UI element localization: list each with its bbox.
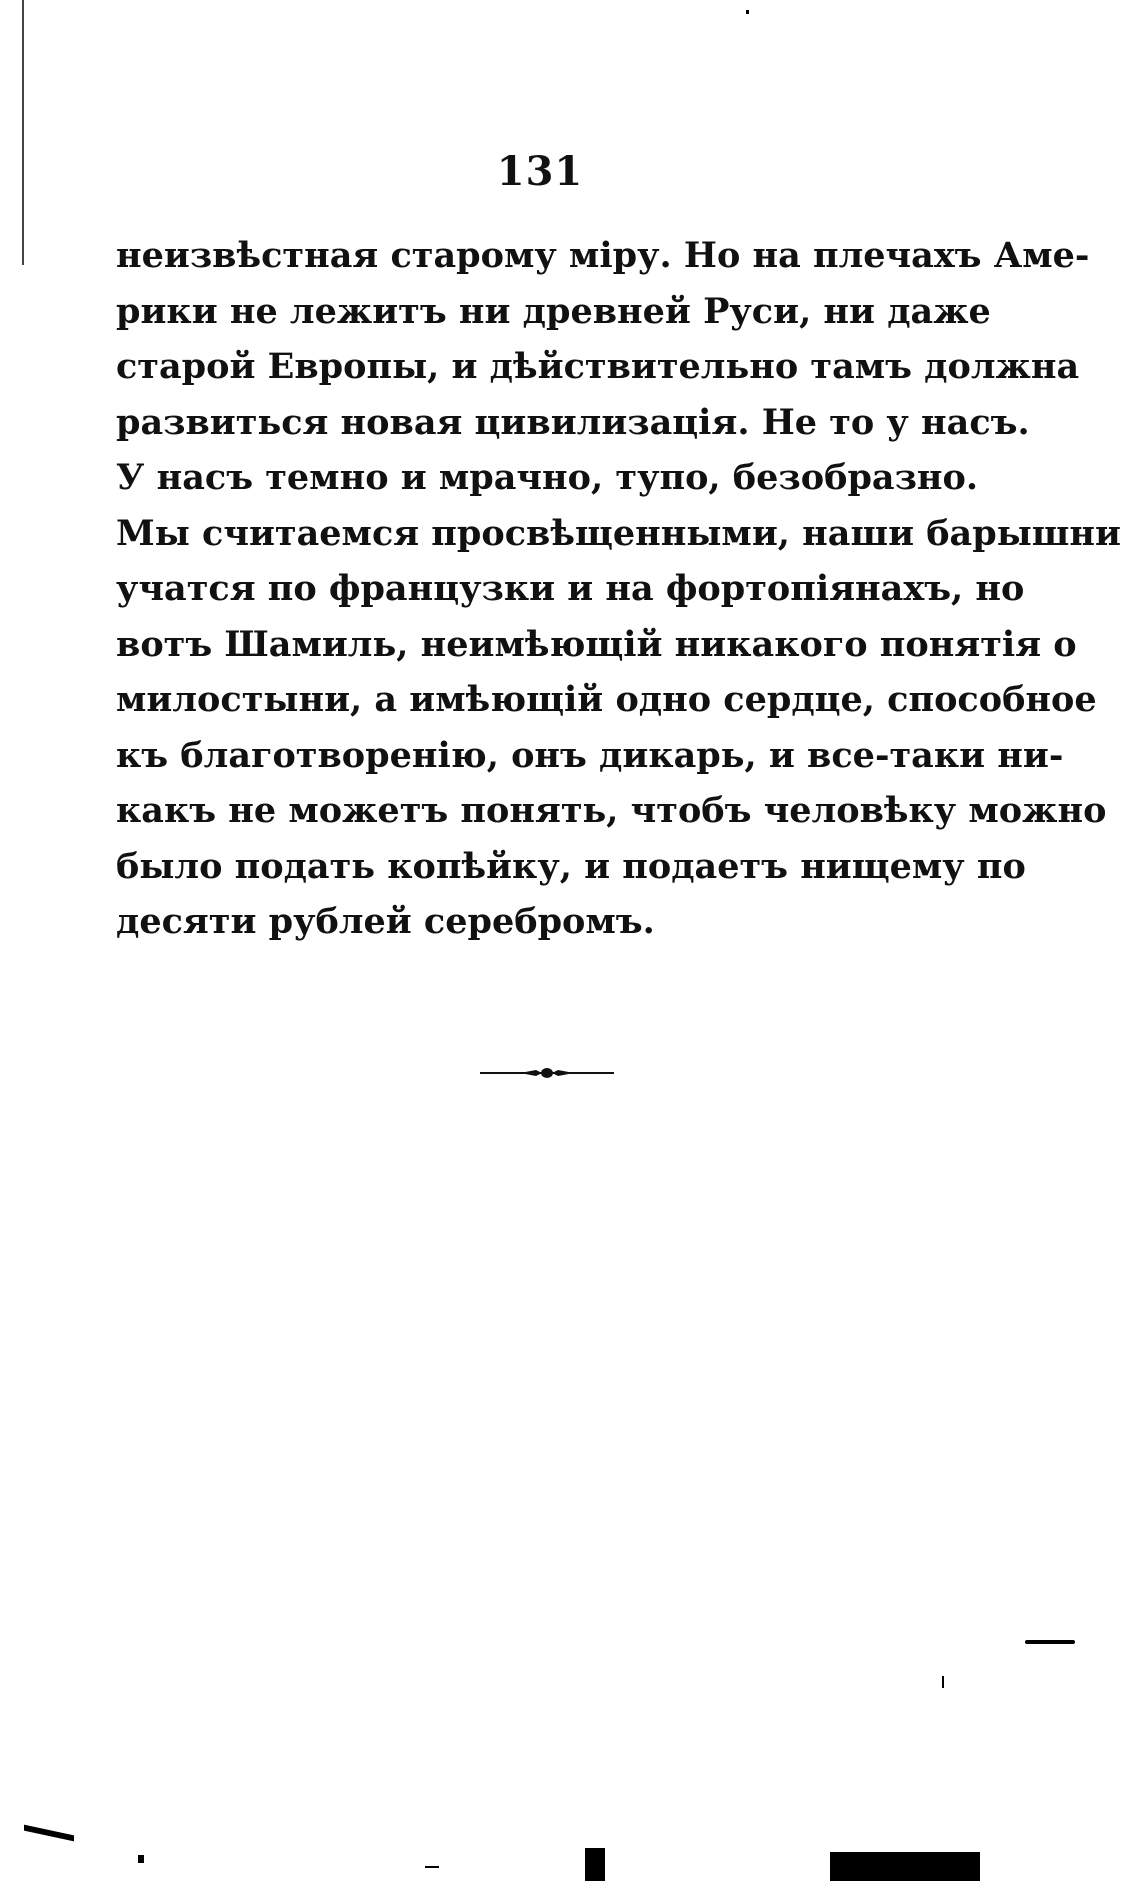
- text-line: какъ не можетъ понять, чтобъ человѣку можно: [116, 790, 1107, 831]
- text-line: учатся по французки и на фортопіянахъ, но: [116, 568, 1025, 609]
- text-line: рики не лежитъ ни древней Руси, ни даже: [116, 290, 991, 332]
- text-line: развиться новая цивилизація. Не то у насъ.: [116, 401, 1030, 443]
- text-line: было подать копѣйку, и подаетъ нищему по: [116, 845, 1026, 887]
- divider-ornament-icon: [480, 1066, 614, 1080]
- body-text: [116, 228, 1121, 950]
- scan-speck: [24, 1825, 74, 1842]
- text-line: старой Европы, и дѣйствительно тамъ должна: [116, 346, 1080, 387]
- text-line: къ благотворенію, онъ дикарь, и все-таки ни-: [116, 734, 1064, 776]
- scan-speck: [942, 1676, 944, 1688]
- text-line: Мы считаемся просвѣщенными, наши барышни: [116, 512, 1121, 554]
- scan-speck: [425, 1866, 439, 1868]
- scan-speck: [585, 1848, 605, 1881]
- text-line: милостыни, а имѣющій одно сердце, способное: [116, 679, 1097, 720]
- scan-speck: [138, 1855, 144, 1863]
- page-number: 131: [496, 148, 584, 195]
- text-line: У насъ темно и мрачно, тупо, безобразно.: [116, 457, 979, 498]
- scan-edge-line: [22, 0, 24, 265]
- text-line: десяти рублей серебромъ.: [116, 901, 655, 942]
- text-line: неизвѣстная старому міру. Но на плечахъ Аме-: [116, 235, 1090, 276]
- text-line: вотъ Шамиль, неимѣющій никакого понятія о: [116, 623, 1077, 665]
- scan-speck: [746, 10, 749, 14]
- scan-speck: [830, 1852, 980, 1881]
- scan-speck: [1025, 1640, 1075, 1644]
